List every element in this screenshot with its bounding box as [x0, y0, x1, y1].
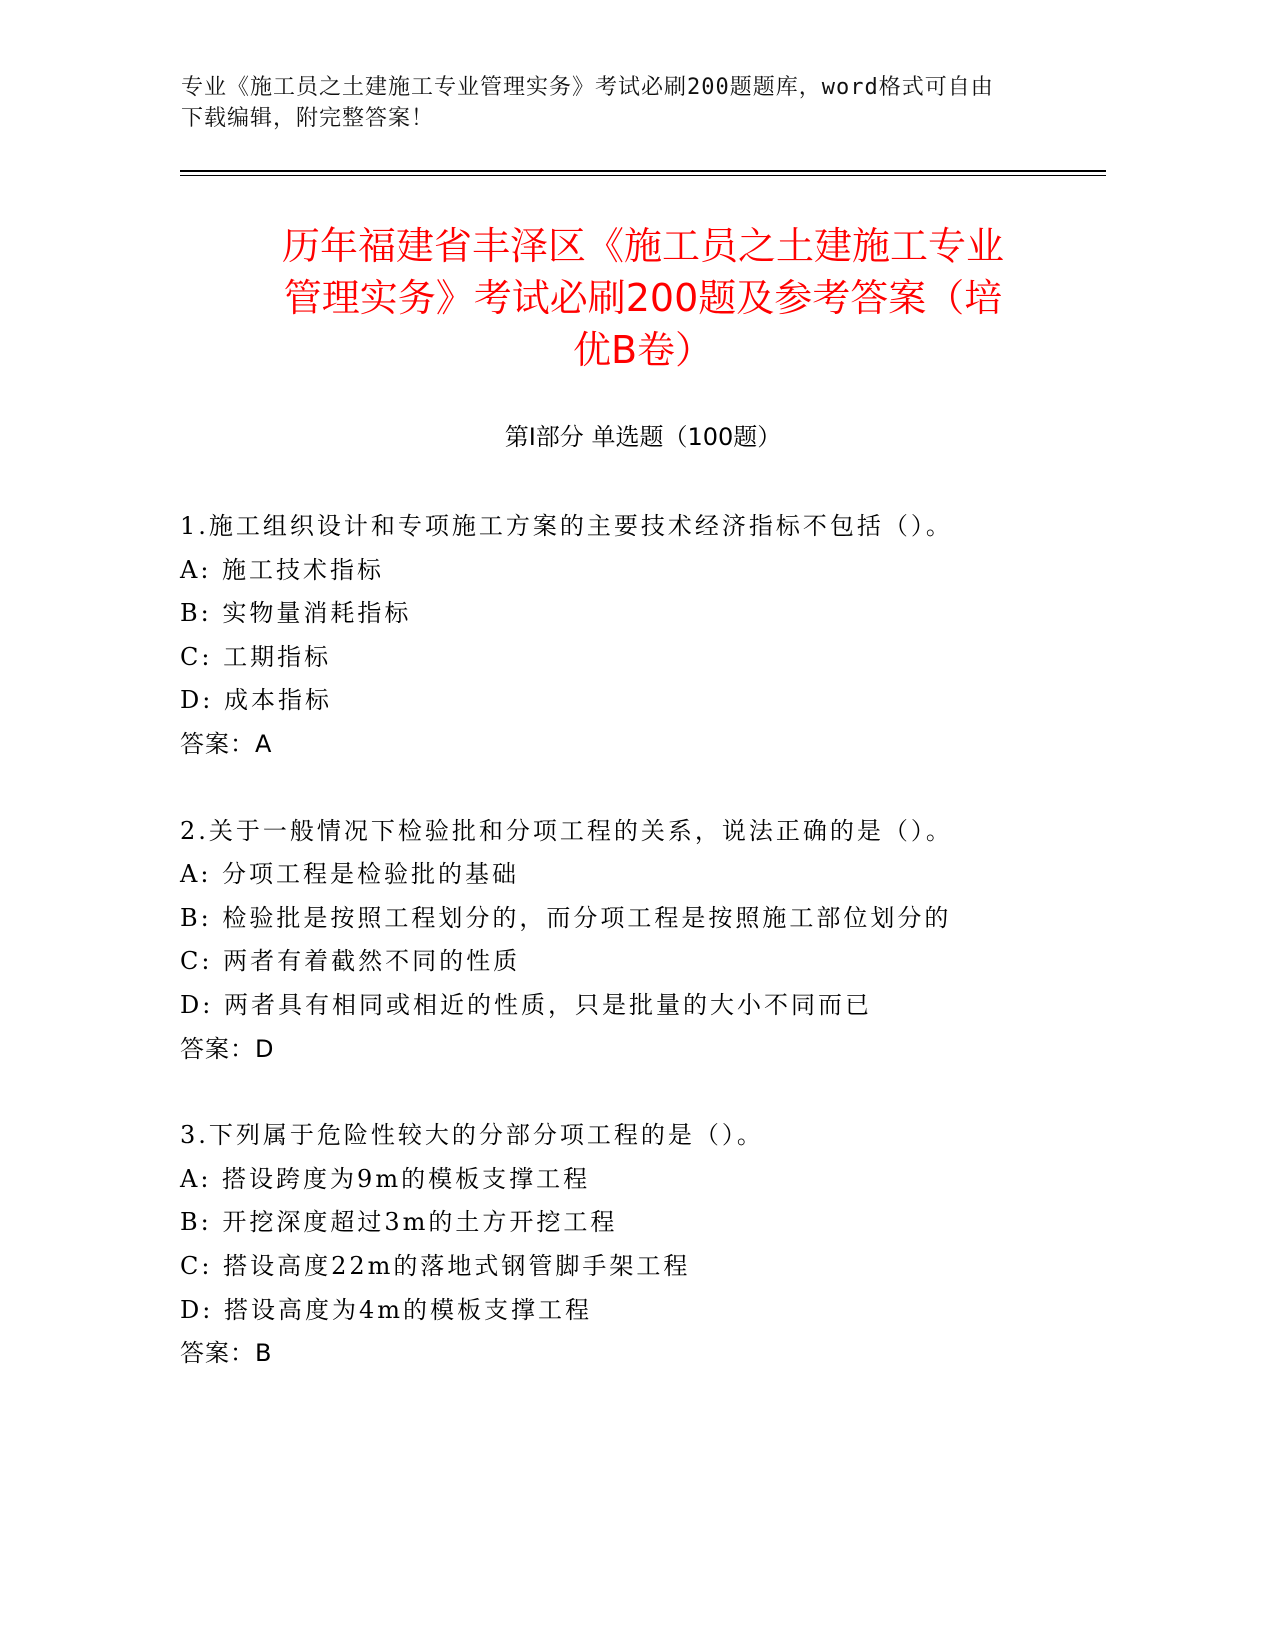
- question-stem: 3.下列属于危险性较大的分部分项工程的是（）。: [180, 1121, 764, 1150]
- question-list: [180, 505, 1106, 1419]
- title-line-1: 历年福建省丰泽区《施工员之土建施工专业: [281, 224, 1004, 268]
- option-b: B: 实物量消耗指标: [180, 599, 412, 628]
- header-divider-thin: [180, 175, 1106, 176]
- answer: 答案：D: [180, 1034, 275, 1063]
- question-3: [180, 1114, 1106, 1376]
- option-d: D: 搭设高度为4m的模板支撑工程: [180, 1295, 592, 1324]
- question-1: [180, 505, 1106, 767]
- question-2: [180, 810, 1106, 1072]
- option-a: A: 搭设跨度为9m的模板支撑工程: [180, 1164, 591, 1193]
- title-line-2: 管理实务》考试必刷200题及参考答案（培: [283, 276, 1003, 320]
- option-b: B: 检验批是按照工程划分的，而分项工程是按照施工部位划分的: [180, 903, 952, 932]
- section-title: 第Ⅰ部分 单选题（100题）: [504, 423, 782, 451]
- question-stem: 1.施工组织设计和专项施工方案的主要技术经济指标不包括（）。: [180, 512, 953, 540]
- option-a: A: 施工技术指标: [180, 555, 385, 584]
- header-line-1: 专业《施工员之土建施工专业管理实务》考试必刷200题题库，word格式可自由: [181, 75, 994, 100]
- document-header: [181, 72, 1081, 134]
- option-d: D: 成本指标: [180, 686, 332, 715]
- option-c: C: 两者有着截然不同的性质: [180, 947, 521, 976]
- option-b: B: 开挖深度超过3m的土方开挖工程: [180, 1208, 618, 1237]
- question-stem: 2.关于一般情况下检验批和分项工程的关系，说法正确的是（）。: [180, 816, 953, 845]
- answer: 答案：B: [180, 1339, 273, 1368]
- title-line-3: 优B卷）: [572, 328, 714, 372]
- option-c: C: 搭设高度22m的落地式钢管脚手架工程: [180, 1251, 691, 1280]
- header-divider-thick: [180, 170, 1106, 172]
- option-a: A: 分项工程是检验批的基础: [180, 860, 520, 889]
- option-c: C: 工期指标: [180, 642, 332, 671]
- document-title: [180, 220, 1106, 376]
- option-d: D: 两者具有相同或相近的性质，只是批量的大小不同而已: [180, 990, 872, 1019]
- header-line-2: 下载编辑，附完整答案！: [181, 106, 435, 131]
- answer: 答案：A: [180, 729, 273, 758]
